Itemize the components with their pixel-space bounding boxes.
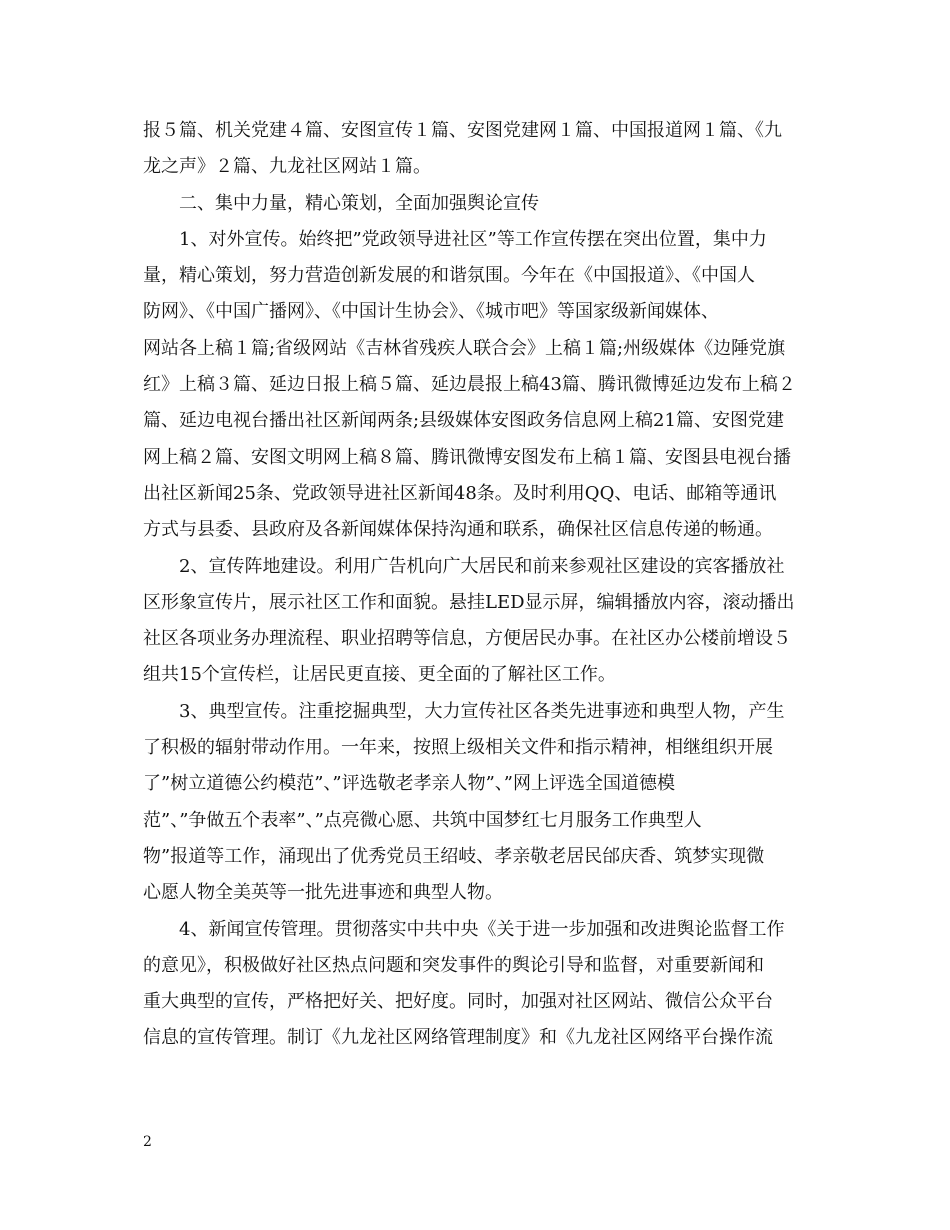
text-line: 区形象宣传片，展示社区工作和面貌。悬挂LED显示屏，编辑播放内容，滚动播出 (143, 591, 795, 613)
paragraph-first-line: 1、对外宣传。始终把”党政领导进社区”等工作宣传摆在突出位置，集中力 (179, 228, 767, 250)
text-line: 信息的宣传管理。制订《九龙社区网络管理制度》和《九龙社区网络平台操作流 (143, 1027, 773, 1049)
text-line: 龙之声》２篇、九龙社区网站１篇。 (143, 156, 431, 178)
text-line: 物”报道等工作，涌现出了优秀党员王绍岐、孝亲敬老居民邰庆香、筑梦实现微 (143, 845, 765, 867)
text-line: 网站各上稿１篇;省级网站《吉林省残疾人联合会》上稿１篇;州级媒体《边陲党旗 (143, 337, 786, 359)
text-line: 报５篇、机关党建４篇、安图宣传１篇、安图党建网１篇、中国报道网１篇、《九 (143, 120, 782, 141)
paragraph-first-line: 4、新闻宣传管理。贯彻落实中共中央《关于进一步加强和改进舆论监督工作 (179, 918, 785, 940)
text-line: 篇、延边电视台播出社区新闻两条;县级媒体安图政务信息网上稿21篇、安图党建 (143, 410, 784, 432)
text-line: 量，精心策划，努力营造创新发展的和谐氛围。今年在《中国报道》、《中国人 (143, 265, 755, 287)
text-line: 网上稿２篇、安图文明网上稿８篇、腾讯微博安图发布上稿１篇、安图县电视台播 (143, 446, 791, 468)
text-line: 防网》、《中国广播网》、《中国计生协会》、《城市吧》等国家级新闻媒体、 (143, 301, 719, 323)
body-text (143, 113, 807, 1057)
text-line: 心愿人物全美英等一批先进事迹和典型人物。 (143, 882, 503, 904)
section-heading: 二、集中力量，精心策划，全面加强舆论宣传 (179, 192, 539, 214)
paragraph-first-line: 2、宣传阵地建设。利用广告机向广大居民和前来参观社区建设的宾客播放社 (179, 555, 785, 577)
text-line: 方式与县委、县政府及各新闻媒体保持沟通和联系，确保社区信息传递的畅通。 (143, 519, 773, 541)
text-line: 出社区新闻25条、党政领导进社区新闻48条。及时利用QQ、电话、邮箱等通讯 (143, 482, 777, 504)
text-line: 的意见》，积极做好社区热点问题和突发事件的舆论引导和监督，对重要新闻和 (143, 954, 764, 976)
paragraph-first-line: 3、典型宣传。注重挖掘典型，大力宣传社区各类先进事迹和典型人物，产生 (179, 700, 785, 722)
text-line: 组共15个宣传栏，让居民更直接、更全面的了解社区工作。 (143, 664, 616, 686)
text-line: 了积极的辐射带动作用。一年来，按照上级相关文件和指示精神，相继组织开展 (143, 737, 773, 759)
text-line: 社区各项业务办理流程、职业招聘等信息，方便居民办事。在社区办公楼前增设５ (143, 628, 791, 650)
text-line: 范”、”争做五个表率”、”点亮微心愿、共筑中国梦红七月服务工作典型人 (143, 809, 702, 831)
text-line: 了”树立道德公约模范”、”评选敬老孝亲人物”、”网上评选全国道德模 (143, 773, 676, 795)
text-line: 红》上稿３篇、延边日报上稿５篇、延边晨报上稿43篇、腾讯微博延边发布上稿２ (143, 374, 796, 396)
text-line: 重大典型的宣传，严格把好关、把好度。同时，加强对社区网站、微信公众平台 (143, 991, 773, 1013)
page-number: 2 (143, 1134, 152, 1150)
